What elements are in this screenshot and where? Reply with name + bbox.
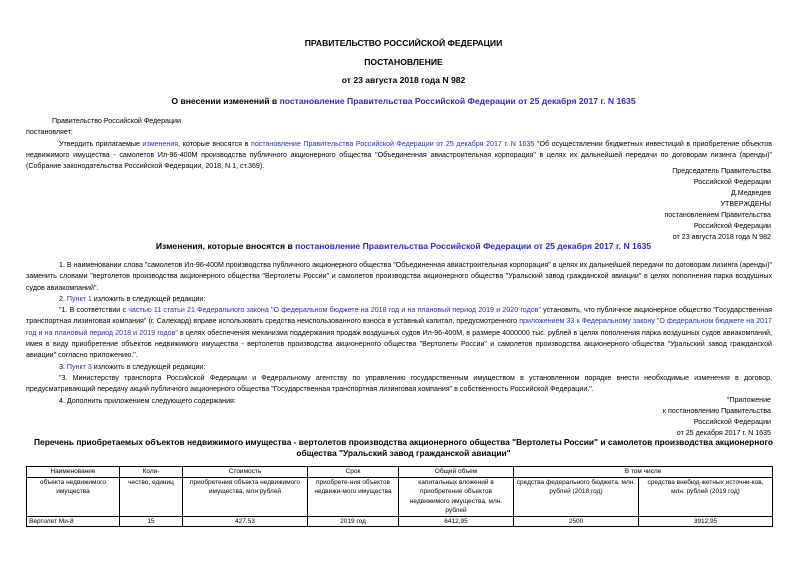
title-text: О внесении изменений в: [171, 96, 280, 106]
col-ext-header: средства внебюд-жетных источни-ков, млн. рублей (2019 год): [639, 477, 773, 516]
col-term-subheader: приобрете-ния объектов недвижи-мого имущества: [308, 477, 399, 516]
cell-ext: 3912,95: [639, 516, 773, 527]
cell-name: Вертолет Ми-8: [27, 516, 120, 527]
changes-title-link[interactable]: постановление Правительства Российской Федерации от 25 декабря 2017 г. N 1635: [295, 241, 652, 251]
cell-term: 2019 год: [308, 516, 399, 527]
col-qty-header: Коли-: [120, 467, 183, 478]
item-3-quote: "3. Министерству транспорта Российской Федерации и Федеральному агентству по управлению государственным имуществом в установленном порядке внести необходимые изменения в договор, предусматривающий передачу акций публичного акционерного общества "Государственная транспортная лизинговая компания" в собственность Российской Федерации.".: [26, 373, 772, 394]
title-link[interactable]: постановление Правительства Российской Федерации от 25 декабря 2017 г. N 1635: [279, 96, 636, 106]
changes-link[interactable]: изменения: [142, 139, 179, 148]
signature-block: Председатель Правительства Российской Федерации Д.Медведев: [672, 167, 771, 198]
item-3: 3. Пункт 3 изложить в следующей редакции:: [59, 362, 206, 371]
document-title: [0, 96, 807, 106]
intro-line-2: постановляет:: [26, 128, 73, 137]
resolution-link[interactable]: постановление Правительства Российской Федерации от 25 декабря 2017 г. N 1635: [250, 139, 535, 148]
intro-line-1: Правительство Российской Федерации: [52, 117, 181, 125]
changes-title: Изменения, которые вносятся в постановление Правительства Российской Федерации от 25 декабря 2017 г. N 1635: [155, 241, 652, 251]
col-total-subheader: капитальных вложений в приобретение объектов недвижимого имущества, млн. рублей: [399, 477, 514, 516]
cell-cost: 427,53: [183, 516, 308, 527]
item-1: 1. В наименовании слова "самолетов Ил-96-400М производства публичного акционерного общества "Объединенная авиастроительная корпорация" в целях их дальнейшей передачи по договорам лизинга (аренды)" заменить словами "вертолетов производства акционерного общества "Вертолеты России" и самолетов производства акционерного общества "Уральский завод гражданской авиации" в целях пополнения парка воздушных судов авиакомпаний".: [26, 261, 772, 292]
document-type: ПОСТАНОВЛЕНИЕ: [364, 57, 443, 67]
col-incl-header: В том числе: [514, 467, 773, 478]
item-2: 2. Пункт 1 изложить в следующей редакции:: [59, 294, 206, 303]
col-qty-subheader: чество, единиц: [120, 477, 183, 516]
intro-paragraph: Утвердить прилагаемые изменения, которые вносятся в постановление Правительства Российской Федерации от 25 декабря 2017 г. N 1635 "Об осуществлении бюджетных инвестиций в приобретение объектов недвижимого имущества - самолетов Ил-96-400М производства публичного акционерного общества "Объединенная авиастроительная корпорация" в целях их дальнейшей передачи по договорам лизинга (аренды)" (Собрание законодательства Российской Федерации, 2018, N 1, ст.369).: [26, 139, 772, 171]
col-cost-header: Стоимость: [183, 467, 308, 478]
objects-table: [26, 466, 773, 527]
government-heading: ПРАВИТЕЛЬСТВО РОССИЙСКОЙ ФЕДЕРАЦИИ: [304, 38, 503, 48]
item-4: 4. Дополнить приложением следующего содержания:: [59, 396, 236, 405]
col-term-header: Срок: [308, 467, 399, 478]
item-2-link[interactable]: Пункт 1: [66, 294, 92, 303]
law-link-1[interactable]: частью 11 статьи 21 Федерального закона "О федеральном бюджете на 2018 год и на плановый период 2019 и 2020 годов": [128, 306, 541, 315]
cell-qty: 15: [120, 516, 183, 527]
cell-total: 6412,95: [399, 516, 514, 527]
table-title: Перечень приобретаемых объектов недвижимого имущества - вертолетов производства акционерного общества "Вертолеты России" и самолетов производства акционерного общества "Уральский завод гражданской авиации": [34, 437, 773, 458]
table-row: [27, 516, 773, 527]
changes-items: [26, 260, 772, 407]
col-name-header: Наименование: [27, 467, 120, 478]
col-total-header: Общий объем: [399, 467, 514, 478]
intro-block: [26, 116, 772, 172]
col-fed-header: средства федерального бюджета, млн. рублей (2018 год): [514, 477, 639, 516]
item-3-link[interactable]: Пункт 3: [66, 362, 92, 371]
approval-block: УТВЕРЖДЕНЫ постановлением Правительства Российской Федерации от 23 августа 2018 года N 982: [664, 200, 771, 242]
item-2-quote: "1. В соответствии с частью 11 статьи 21 Федерального закона "О федеральном бюджете на 2018 год и на плановый период 2019 и 2020 годов" установить, что публичное акционерное общество "Государственная транспортная лизинговая компания" (г. Салехард) вправе использовать средства неиспользованного взноса в уставный капитал, предусмотренного приложением 33 к Федеральному закону "О федеральном бюджете на 2017 год и на плановый период 2018 и 2019 годов" в целях обеспечения механизма поддержания продаж воздушных судов Ил-96-400М, в размере 4000000 тыс. рублей в целях пополнения парка воздушных судов авиакомпаний, имея в виду приобретение объектов недвижимого имущества - вертолетов производства акционерного общества "Вертолеты России" и самолетов производства акционерного общества "Уральский завод гражданской авиации" согласно приложению.".: [26, 306, 773, 360]
document-date-number: от 23 августа 2018 года N 982: [341, 75, 466, 85]
law-link-2[interactable]: приложением 33 к Федеральному закону "О федеральном бюджете на 2017 год и на плановый период 2018 и 2019 годов": [26, 317, 772, 337]
cell-fed: 2500: [514, 516, 639, 527]
col-cost-subheader: приобретения объекта недвижимого имущества, млн рублей: [183, 477, 308, 516]
appendix-block: "Приложение к постановлению Правительства Российской Федерации от 25 декабря 2017 г. N 1635: [662, 396, 771, 438]
col-name-subheader: объекта недвижимого имущества: [27, 477, 120, 516]
